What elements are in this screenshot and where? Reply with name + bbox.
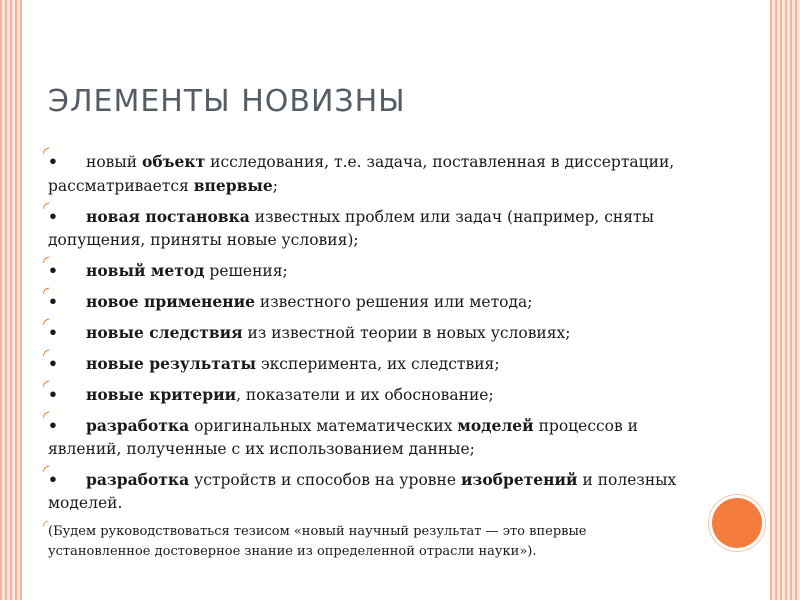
right-border-gap	[762, 0, 770, 600]
bullet-dot: •	[48, 385, 58, 404]
list-item: ◜ • новые следствия из известной теории в новых условиях;	[43, 314, 571, 342]
bullet-dot: •	[48, 416, 58, 435]
list-item: ◜ • новый объект исследования, т.е. задача, поставленная в диссертации, рассматривается впервые;	[43, 143, 675, 195]
bullet-dot: •	[48, 323, 58, 342]
bullet-dot: •	[48, 152, 58, 171]
list-item: ◜ • новая постановка известных проблем или задач (например, сняты допущения, приняты новые условия);	[43, 198, 654, 249]
orange-arc-icon: ◜	[43, 376, 50, 395]
bullet-dot: •	[48, 292, 58, 311]
left-decorative-border	[0, 0, 22, 600]
list-item: ◜ • новые критерии, показатели и их обоснование;	[43, 376, 494, 404]
list-item: ◜ • новые результаты эксперимента, их следствия;	[43, 345, 500, 373]
slide-title: ЭЛЕМЕНТЫ НОВИЗНЫ	[48, 84, 406, 119]
orange-arc-icon: ◜	[43, 345, 50, 364]
orange-arc-icon: ◜	[43, 198, 50, 217]
orange-circle-icon	[712, 498, 762, 548]
orange-arc-icon: ◜	[43, 314, 50, 333]
orange-arc-icon: ◜	[43, 461, 50, 480]
orange-arc-icon: ◜	[43, 283, 50, 302]
note-item	[43, 518, 688, 562]
orange-arc-icon: ◜	[43, 407, 50, 426]
list-item: ◜ • новое применение известного решения или метода;	[43, 283, 533, 311]
list-item: ◜ • разработка устройств и способов на уровне изобретений и полезных моделей.	[43, 461, 677, 512]
note-text: (Будем руководствоваться тезисом «новый научный результат — это впервые установленное достоверное знание из определенной отрасли науки»).	[48, 524, 587, 559]
bullet-dot: •	[48, 261, 58, 280]
orange-arc-icon: ◜	[43, 143, 50, 162]
bullet-dot: •	[48, 354, 58, 373]
list-item: ◜ • разработка оригинальных математических моделей процессов и явлений, полученные с их использованием данные;	[43, 407, 639, 458]
list-item: ◜ • новый метод решения;	[43, 252, 288, 280]
right-decorative-border	[770, 0, 800, 600]
orange-arc-icon: ◜	[43, 518, 49, 534]
orange-arc-icon: ◜	[43, 252, 50, 271]
bullet-dot: •	[48, 207, 58, 226]
bullet-dot: •	[48, 470, 58, 489]
bullet-list	[43, 143, 688, 569]
